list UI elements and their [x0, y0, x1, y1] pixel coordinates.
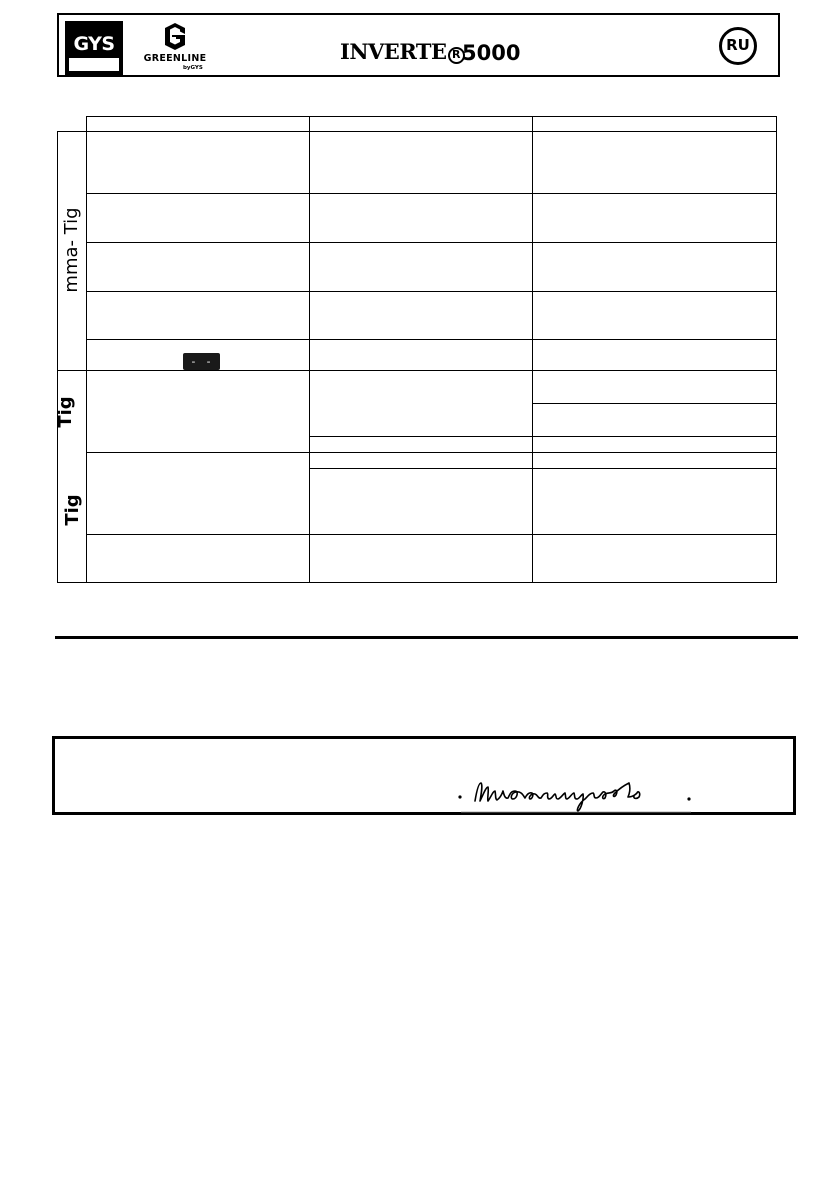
table-row-divider	[309, 436, 777, 437]
section-separator	[55, 636, 798, 639]
table-row-divider	[86, 534, 777, 535]
product-name: INVERTE R	[340, 40, 465, 64]
table-col-divider-2	[532, 116, 533, 583]
table-row-divider	[86, 242, 777, 243]
mode-label-tig-upper: Tig	[55, 396, 76, 428]
mode-label-tig-lower: Tig	[62, 494, 83, 526]
greenline-text: GREENLINE	[143, 53, 207, 64]
table-bottom-border	[57, 582, 777, 583]
document-header	[57, 13, 780, 77]
table-left-border	[57, 131, 58, 583]
table-row-divider	[86, 452, 777, 453]
table-row-divider	[86, 193, 777, 194]
table-row-divider	[532, 403, 777, 404]
greenline-g-icon	[135, 21, 215, 53]
table-col-divider-1	[309, 116, 310, 583]
display-dashes-icon: - - -	[183, 353, 220, 370]
table-row-divider	[86, 291, 777, 292]
gys-logo	[65, 21, 123, 75]
product-r-badge: R	[448, 47, 465, 64]
mode-label-mma-tig: mma- Tig	[61, 207, 82, 293]
table-section-divider	[57, 370, 777, 371]
table-row-divider	[86, 339, 777, 340]
greenline-by-gys-text: byGYS	[183, 65, 203, 71]
greenline-logo	[135, 21, 215, 75]
svg-text:GYS: GYS	[73, 33, 115, 55]
table-right-border	[776, 116, 777, 583]
table-row-divider	[309, 468, 777, 469]
handwritten-signature	[453, 777, 698, 817]
country-badge: RU	[719, 27, 757, 65]
table-mode-divider	[86, 116, 87, 583]
product-model: 5000	[462, 41, 521, 65]
table-top-border	[87, 116, 777, 117]
table-header-bottom-border	[57, 131, 777, 132]
